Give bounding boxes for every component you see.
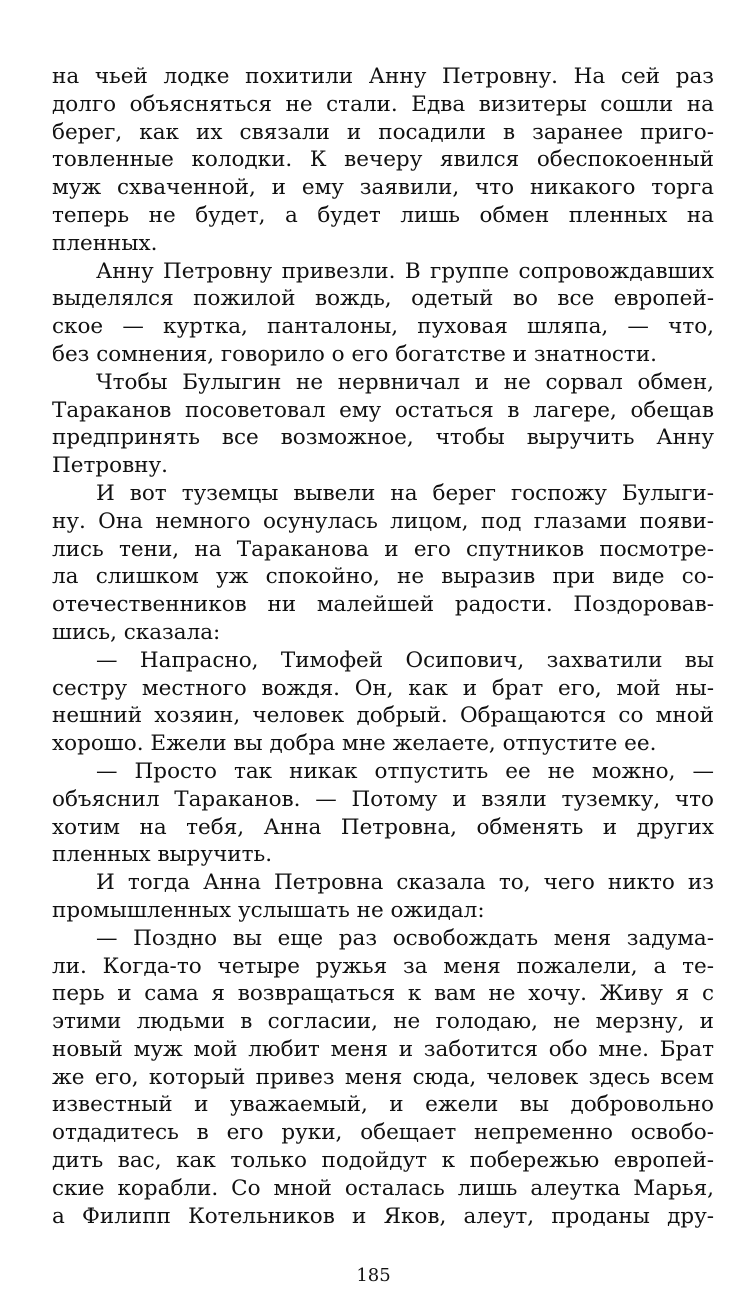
text-line: ли. Когда-то четыре ружья за меня пожалели, а те-	[52, 953, 714, 979]
text-line: Тараканов посоветовал ему остаться в лагере, обещав	[52, 397, 714, 423]
text-line: перь и сама я возвращаться к вам не хочу. Живу я с	[52, 981, 714, 1007]
text-line: без сомнения, говорило о его богатстве и знатности.	[52, 341, 657, 367]
text-line: новый муж мой любит меня и заботится обо мне. Брат	[52, 1036, 714, 1062]
text-line: пленных выручить.	[52, 842, 273, 868]
text-line: товленные колодки. К вечеру явился обеспокоенный	[52, 147, 714, 173]
text-line: объяснил Тараканов. — Потому и взяли туземку, что	[52, 786, 714, 812]
paragraph	[52, 758, 714, 869]
text-line: И вот туземцы вывели на берег госпожу Булыги-	[96, 480, 714, 506]
text-line: хотим на тебя, Анна Петровна, обменять и других	[52, 814, 714, 840]
text-line: — Поздно вы еще раз освобождать меня задума-	[96, 925, 714, 951]
text-line: муж схваченной, и ему заявили, что никакого торга	[52, 175, 714, 201]
text-line: отдадитесь в его руки, обещает непременно освобо-	[52, 1120, 714, 1146]
text-line: а Филипп Котельников и Яков, алеут, проданы дру-	[52, 1203, 714, 1229]
text-line: этими людьми в согласии, не голодаю, не мерзну, и	[52, 1009, 714, 1035]
text-line: отечественников ни малейшей радости. Поздоровав-	[52, 592, 714, 618]
text-line: долго объясняться не стали. Едва визитеры сошли на	[52, 91, 714, 117]
text-line: ские корабли. Со мной осталась лишь алеутка Марья,	[52, 1175, 714, 1201]
text-line: промышленных услышать не ожидал:	[52, 897, 485, 923]
page-number: 185	[356, 1265, 391, 1286]
text-line: предпринять все возможное, чтобы выручить Анну	[52, 425, 714, 451]
paragraph	[52, 869, 714, 925]
text-line: нешний хозяин, человек добрый. Обращаются со мной	[52, 703, 714, 729]
text-line: ла слишком уж спокойно, не выразив при виде со-	[52, 564, 714, 590]
text-line: Чтобы Булыгин не нервничал и не сорвал обмен,	[96, 369, 714, 395]
text-line: сестру местного вождя. Он, как и брат его, мой ны-	[52, 675, 714, 701]
text-line: И тогда Анна Петровна сказала то, чего никто из	[96, 870, 714, 896]
paragraph	[52, 647, 714, 758]
text-line: Петровну.	[52, 453, 168, 479]
paragraph	[52, 63, 714, 258]
text-line: лись тени, на Тараканова и его спутников посмотре-	[52, 536, 714, 562]
text-line: — Напрасно, Тимофей Осипович, захватили вы	[96, 647, 714, 673]
text-line: дить вас, как только подойдут к побережью европей-	[52, 1148, 714, 1174]
paragraph	[52, 925, 714, 1231]
text-line: ское — куртка, панталоны, пуховая шляпа, — что,	[52, 314, 714, 340]
text-line: на чьей лодке похитили Анну Петровну. На сей раз	[52, 64, 714, 89]
text-line: — Просто так никак отпустить ее не можно, —	[96, 758, 714, 784]
text-line: теперь не будет, а будет лишь обмен пленных на	[52, 202, 714, 228]
paragraph	[52, 258, 714, 369]
text-line: же его, который привез меня сюда, человек здесь всем	[52, 1064, 714, 1090]
text-line: ну. Она немного осунулась лицом, под глазами появи-	[52, 508, 714, 534]
text-line: выделялся пожилой вождь, одетый во все европей-	[52, 286, 714, 312]
text-line: хорошо. Ежели вы добра мне желаете, отпустите ее.	[52, 731, 657, 757]
text-line: шись, сказала:	[52, 619, 221, 645]
text-line: известный и уважаемый, и ежели вы добровольно	[52, 1092, 714, 1118]
paragraph	[52, 480, 714, 647]
text-line: берег, как их связали и посадили в заранее приго-	[52, 119, 714, 145]
text-line: Анну Петровну привезли. В группе сопровождавших	[96, 258, 714, 284]
paragraph	[52, 369, 714, 480]
page-text	[52, 63, 714, 1230]
text-line: пленных.	[52, 230, 158, 256]
